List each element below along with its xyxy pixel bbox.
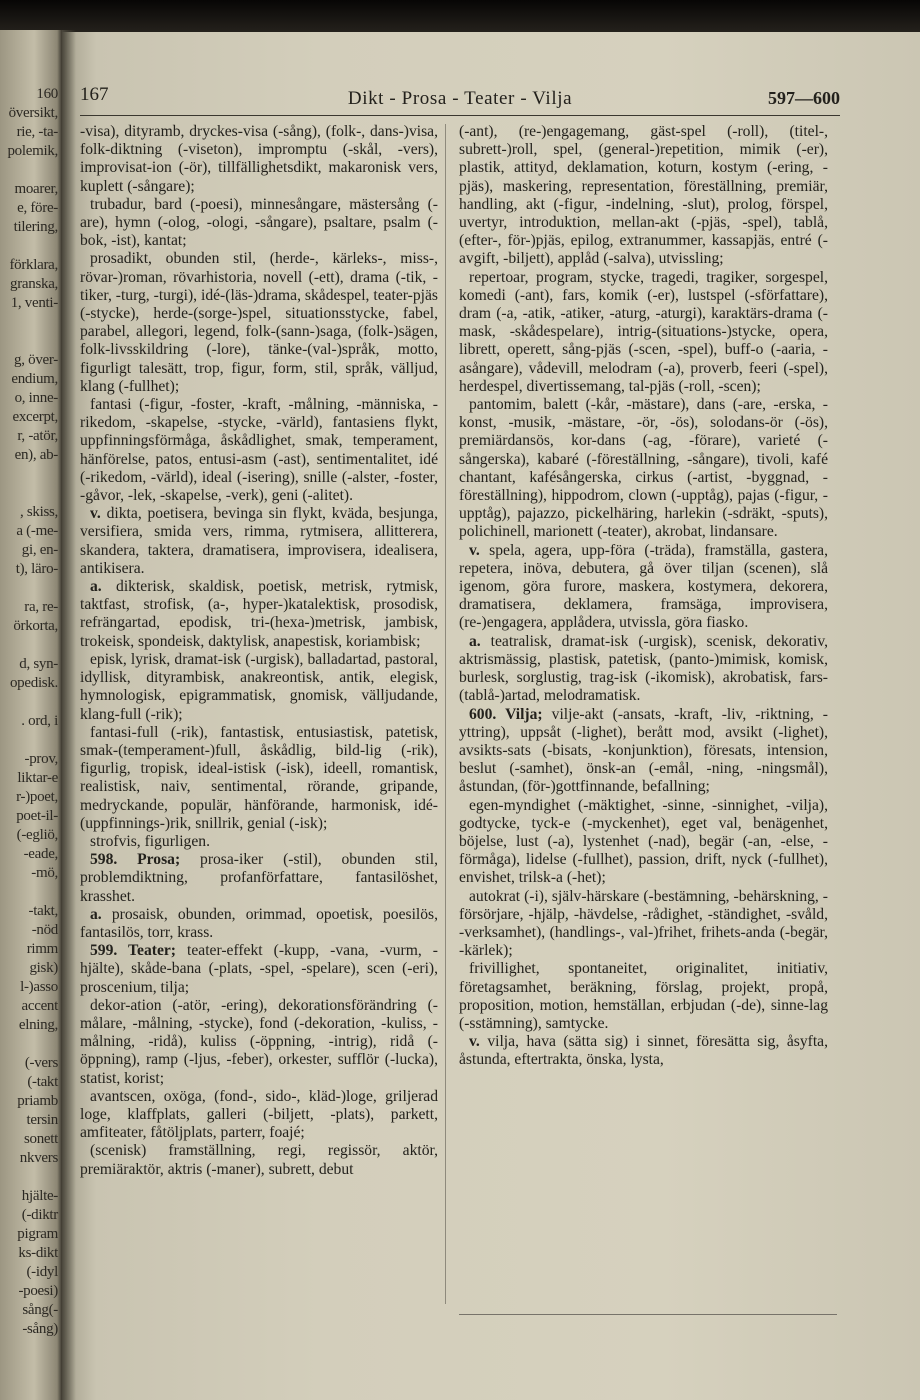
- section-range: 597—600: [768, 88, 840, 108]
- facing-page-text-fragment: d, syn-: [19, 656, 58, 672]
- facing-page-edge: [0, 30, 62, 1400]
- part-of-speech-marker: v.: [469, 1033, 480, 1051]
- entry-text: dekor-ation (-atör, -ering), dekorationsförändring (-målare, -målning, -stycke), fond (-dekoration, -kuliss, -målning, -ridå), kuliss (-öppning, -intrig), ridå (-öppning), ramp (-ljus, -feber), orkester, sufflör (-lucka), statist, korist;: [80, 996, 438, 1087]
- facing-page-text-fragment: r, -atör,: [17, 428, 58, 444]
- entry-text: trubadur, bard (-poesi), minnesångare, mästersång (-are), hymn (-olog, -ologi, -sångare), psaltare, psalm (-bok, -ist), kantat;: [80, 195, 438, 250]
- entry-text: vilja, hava (sätta sig) i sinnet, föresätta sig, åsyfta, åstunda, eftertrakta, önska, lysta,: [459, 1033, 828, 1069]
- facing-page-text-fragment: , skiss,: [19, 504, 58, 520]
- entry-paragraph: [459, 706, 828, 797]
- facing-page-text-fragment: gi, en-: [21, 542, 58, 558]
- facing-page-text-fragment: örkorta,: [13, 618, 58, 634]
- facing-page-text-fragment: a (-me-: [16, 523, 58, 539]
- entry-paragraph: [459, 269, 828, 396]
- section-title: Vilja;: [496, 705, 543, 723]
- facing-page-text-fragment: t), läro-: [15, 561, 58, 577]
- entry-paragraph: [80, 396, 438, 505]
- facing-page-text-fragment: endium,: [11, 371, 58, 387]
- section-title: Teater;: [117, 942, 176, 960]
- entry-text: spela, agera, upp-föra (-träda), framställa, gastera, repetera, inöva, debutera, gå över tiljan (scenen), slå igenom, göra furore, maskera, kostymera, dekorera, dramatisera, deklamera, framsäga, improvisera, (re-)engagera, applådera, utvissla, göra fiasko.: [459, 541, 828, 632]
- entry-text: strofvis, figurligen.: [90, 832, 210, 850]
- section-number: 598.: [90, 851, 118, 869]
- facing-page-text-fragment: -mö,: [31, 865, 58, 881]
- entry-paragraph: [80, 651, 438, 724]
- entry-paragraph: [459, 797, 828, 888]
- entry-paragraph: [80, 906, 438, 942]
- entry-text: fantasi (-figur, -foster, -kraft, -målning, -människa, -rikedom, -skapelse, -stycke, -värld), fantasiens flykt, uppfinningsförmåga, åskådlighet, smak, temperament, hänförelse, patos, entusi-asm (-ast), sentimentalitet, idé (-rikedom, -värld), ideal (-isering), snille (-alster, -foster, -gåvor, -lek, -skapelse, -verk), geni (-alitet).: [80, 396, 438, 505]
- column-divider: [445, 124, 446, 1304]
- facing-page-text-fragment: l-)asso: [20, 979, 58, 995]
- running-title: Dikt - Prosa - Teater - Vilja: [347, 88, 573, 109]
- entry-paragraph: [80, 578, 438, 651]
- entry-paragraph: [459, 123, 828, 269]
- section-title: Prosa;: [117, 851, 181, 869]
- facing-page-text-fragment: -nöd: [31, 922, 58, 938]
- facing-page-text-fragment: (-idyl: [26, 1264, 58, 1280]
- page-number: 167: [80, 84, 109, 105]
- facing-page-text-fragment: rie, -ta-: [16, 124, 58, 140]
- entry-text: teater-effekt (-kupp, -vana, -vurm, -hjälte), skåde-bana (-plats, -spel, -spelare), scen (-eri), proscenium, tilja;: [80, 942, 438, 996]
- entry-text: prosa-iker (-stil), obunden stil, problemdiktning, profanförfattare, fantasilöshet, krasshet.: [80, 851, 438, 905]
- facing-page-text-fragment: g, över-: [14, 352, 58, 368]
- entry-paragraph: [459, 960, 828, 1033]
- facing-page-text-fragment: -eade,: [23, 846, 58, 862]
- entry-text: teatralisk, dramat-isk (-urgisk), scenisk, dekorativ, aktrismässig, plastisk, patetisk, (panto-)mimisk, komisk, burlesk, sorglustig, trag-isk (-ikomisk), akrobatisk, fars-(tablå-)artad, melodramatisk.: [459, 632, 828, 705]
- entry-paragraph: [80, 724, 438, 833]
- facing-page-text-fragment: (-vers: [24, 1055, 58, 1071]
- facing-page-text-fragment: tersin: [26, 1112, 58, 1128]
- facing-page-text-fragment: -poesi): [18, 1283, 58, 1299]
- facing-page-text-fragment: hjälte-: [21, 1188, 58, 1204]
- entry-paragraph: [80, 1088, 438, 1143]
- part-of-speech-marker: v.: [90, 505, 101, 523]
- facing-page-text-fragment: 1, venti-: [10, 295, 58, 311]
- facing-page-text-fragment: förklara,: [9, 257, 58, 273]
- entry-paragraph: [459, 542, 828, 633]
- entry-paragraph: [80, 833, 438, 851]
- facing-page-text-fragment: nkvers: [19, 1150, 58, 1166]
- entry-paragraph: [459, 633, 828, 706]
- facing-page-text-fragment: ra, re-: [24, 599, 58, 615]
- part-of-speech-marker: a.: [90, 905, 102, 923]
- part-of-speech-marker: v.: [469, 541, 480, 559]
- entry-text: frivillighet, spontaneitet, originalitet, initiativ, företagsamhet, beräkning, förslag, projekt, propå, proposition, motion, hemställan, erbjudan (-de), sinne-lag (-sstämning), samtycke.: [459, 960, 828, 1032]
- entry-text: avantscen, oxöga, (fond-, sido-, kläd-)loge, griljerad loge, klaffplats, galleri (-biljett, -plats), parkett, amfiteater, fåtöljplats, parterr, foajé;: [80, 1087, 438, 1142]
- entry-text: repertoar, program, stycke, tragedi, tragiker, sorgespel, komedi (-ant), fars, komik (-er), lustspel (-sförfattare), dram (-a, -atik, -atiker, -aturg, -aturgi), karaktärs-drama (-mask, -skådespelare), intrig-(situations-)stycke, opera, librett, operett, sång-pjäs (-scen, -spel), buff-o (-aaria, -asångare), vådevill, melodram (-a), proverb, feeri (-spel), herdespel, divertissemang, tal-pjäs (-roll, -scen);: [459, 268, 828, 395]
- facing-page-text-fragment: (-egliö,: [16, 827, 58, 843]
- facing-page-text-fragment: översikt,: [8, 105, 58, 121]
- entry-text: fantasi-full (-rik), fantastisk, entusiastisk, patetisk, smak-(temperament-)full, åskådlig, bild-lig (-rik), figurlig, tropisk, ideal-istisk (-isk), ideell, romantisk, realistisk, naiv, sentimental, rörande, gripande, medryckande, populär, hänförande, harmonisk, idé-(uppfinnings-)rik, snillrik, genial (-isk);: [80, 723, 438, 832]
- entry-text: pantomim, balett (-kår, -mästare), dans (-are, -erska, -konst, -musik, -mästare, -ör, -ös), solodans-ör (-ös), premiärdansös, kor-dans (-ag, -förare), varieté (-sångerska), kabaré (-föreställning, -sångare), tivoli, kafé chantant, kafésångerska, cirkus (-artist, -byggnad, -föreställning), hippodrom, clown (-upptåg), pajas (-figur, -upptåg), pajazzo, pickelhäring, harlekin (-sdräkt, -sputs), polichinell, marionett (-teater), akrobat, lindansare.: [459, 396, 828, 541]
- entry-paragraph: [80, 997, 438, 1088]
- facing-page-text-fragment: sonett: [23, 1131, 58, 1147]
- facing-page-text-fragment: e, före-: [17, 200, 58, 216]
- facing-page-text-fragment: moarer,: [14, 181, 58, 197]
- page-header: [80, 84, 840, 114]
- facing-page-text-fragment: tilering,: [13, 219, 58, 235]
- facing-page-text-fragment: (-diktr: [21, 1207, 58, 1223]
- facing-page-text-fragment: poet-il-: [16, 808, 58, 824]
- facing-page-text-fragment: elning,: [18, 1017, 58, 1033]
- entry-paragraph: [459, 396, 828, 542]
- entry-text: autokrat (-i), själv-härskare (-bestämning, -behärskning, -försörjare, -hjälp, -hävdelse, -rådighet, -ständighet, -svåld, -verksamhet), (handlings-, val-)frihet, frihets-anda (-begär, -kärlek);: [459, 887, 828, 960]
- facing-page-text-fragment: pigram: [17, 1226, 58, 1242]
- entry-text: episk, lyrisk, dramat-isk (-urgisk), balladartad, pastoral, idyllisk, dityrambisk, anakreontisk, antik, elegisk, hymnologisk, epigrammatisk, gnomisk, välljudande, klang-full (-rik);: [80, 650, 438, 723]
- section-number: 599.: [90, 942, 118, 960]
- facing-page-text-fragment: sång(-: [22, 1302, 58, 1318]
- entry-paragraph: [80, 196, 438, 251]
- entry-text: vilje-akt (-ansats, -kraft, -liv, -riktning, -yttring), uppsåt (-lighet), berått mod, avsikt (-lighet), avsikts-sats (-bisats, -konjunktion), föresats, intension, beslut (-samhet), önsk-an (-emål, -ning, -ningsmål), åstundan, (för-)gottfinnande, befallning;: [459, 705, 828, 796]
- facing-page-text-fragment: excerpt,: [12, 409, 58, 425]
- entry-paragraph: [459, 888, 828, 961]
- facing-page-text-fragment: liktar-e: [17, 770, 58, 786]
- binding-shadow: [62, 30, 76, 1400]
- bottom-rule: [459, 1314, 837, 1315]
- entry-text: -visa), dityramb, dryckes-visa (-sång), (folk-, dans-)visa, folk-diktning (-viseton), impromptu (-skål, -vers), improvisat-ion (-ör), tillfällighetsdikt, makaronisk vers, kuplett (-sångare);: [80, 123, 438, 195]
- facing-page-text-fragment: o, inne-: [14, 390, 58, 406]
- entry-text: egen-myndighet (-mäktighet, -sinne, -sinnighet, -vilja), godtycke, tyck-e (-myckenhet), eget val, benägenhet, böjelse, lust (-a), lystenhet (-nad), begär (-an, -else, -förmåga), lidelse (-fullhet), passion, drift, nyck (-fullhet), envishet, trilsk-a (-het);: [459, 796, 828, 887]
- entry-paragraph: [80, 505, 438, 578]
- entry-text: dikta, poetisera, bevinga sin flykt, kväda, besjunga, versifiera, smida vers, rimma, rytmisera, allitterera, skandera, taktera, dramatisera, improvisera, idealisera, antikisera.: [80, 505, 438, 577]
- facing-page-text-fragment: -takt,: [28, 903, 58, 919]
- entry-text: dikterisk, skaldisk, poetisk, metrisk, rytmisk, taktfast, strofisk, (a-, hyper-)katalektisk, prosodisk, refrängartad, epodisk, tri-(hexa-)metrisk, jambisk, trokeisk, spondeisk, daktylisk, anapestisk, koriambisk;: [80, 578, 438, 650]
- section-number: 600.: [469, 705, 497, 723]
- facing-page-text-fragment: ks-dikt: [18, 1245, 58, 1261]
- facing-page-text-fragment: 160: [36, 86, 58, 102]
- facing-page-text-fragment: rimm: [26, 941, 58, 957]
- book-page: [62, 32, 920, 1400]
- entry-text: prosadikt, obunden stil, (herde-, kärleks-, miss-, rövar-)roman, rövarhistoria, novell (-ett), drama (-tik, -tiker, -turg, -turgi), idé-(läs-)drama, skådespel, teater-pjäs (-stycke), herde-(sorge-)spel, situationsstycke, fabel, parabel, allegori, legend, folk-(sann-)saga, (folk-)sägen, folk-livsskildring (-lore), tänke-(val-)språk, motto, figurligt talesätt, trop, figur, form, stil, språk, välljud, klang (-fullhet);: [80, 250, 438, 395]
- facing-page-text-fragment: (-takt: [27, 1074, 58, 1090]
- facing-page-text-fragment: -sång): [22, 1321, 58, 1337]
- entry-text: prosaisk, obunden, orimmad, opoetisk, poesilös, fantasilös, torr, krass.: [80, 905, 438, 941]
- facing-page-text-fragment: en), ab-: [14, 447, 58, 463]
- header-rule: [80, 115, 840, 116]
- facing-page-text-fragment: r-)poet,: [16, 789, 58, 805]
- facing-page-text-fragment: -prov,: [24, 751, 58, 767]
- entry-text: (-ant), (re-)engagemang, gäst-spel (-roll), (titel-, subrett-)roll, spel, (general-)repetition, mimik (-er), plastik, attityd, deklamation, koturn, kostym (-ering, -pjäs), maskering, representation, föreställning, premiär, handling, akt (-figur, -indelning, -slut), prolog, förspel, uvertyr, introduktion, mellan-akt (-pjäs, -spel), tablå, (efter-, för-)pjäs, epilog, extranummer, kassapjäs, entré (-avgift, -biljett), applåd (-salva), utvissling;: [459, 123, 828, 268]
- facing-page-text-fragment: polemik,: [7, 143, 58, 159]
- part-of-speech-marker: a.: [90, 578, 102, 596]
- facing-page-text-fragment: opedisk.: [9, 675, 58, 691]
- part-of-speech-marker: a.: [469, 632, 481, 650]
- facing-page-text-fragment: . ord, i: [21, 713, 58, 729]
- entry-paragraph: [80, 250, 438, 396]
- entry-paragraph: [459, 1033, 828, 1069]
- entry-text: (scenisk) framställning, regi, regissör, aktör, premiäraktör, aktris (-maner), subrett, debut: [80, 1142, 438, 1178]
- left-column: [80, 123, 438, 1179]
- entry-paragraph: [80, 123, 438, 196]
- entry-paragraph: [80, 1142, 438, 1178]
- entry-paragraph: [80, 942, 438, 997]
- right-column: [459, 123, 828, 1070]
- facing-page-text-fragment: priamb: [17, 1093, 58, 1109]
- facing-page-text-fragment: granska,: [10, 276, 58, 292]
- facing-page-text-fragment: accent: [21, 998, 58, 1014]
- entry-paragraph: [80, 851, 438, 906]
- facing-page-text-fragment: gisk): [29, 960, 58, 976]
